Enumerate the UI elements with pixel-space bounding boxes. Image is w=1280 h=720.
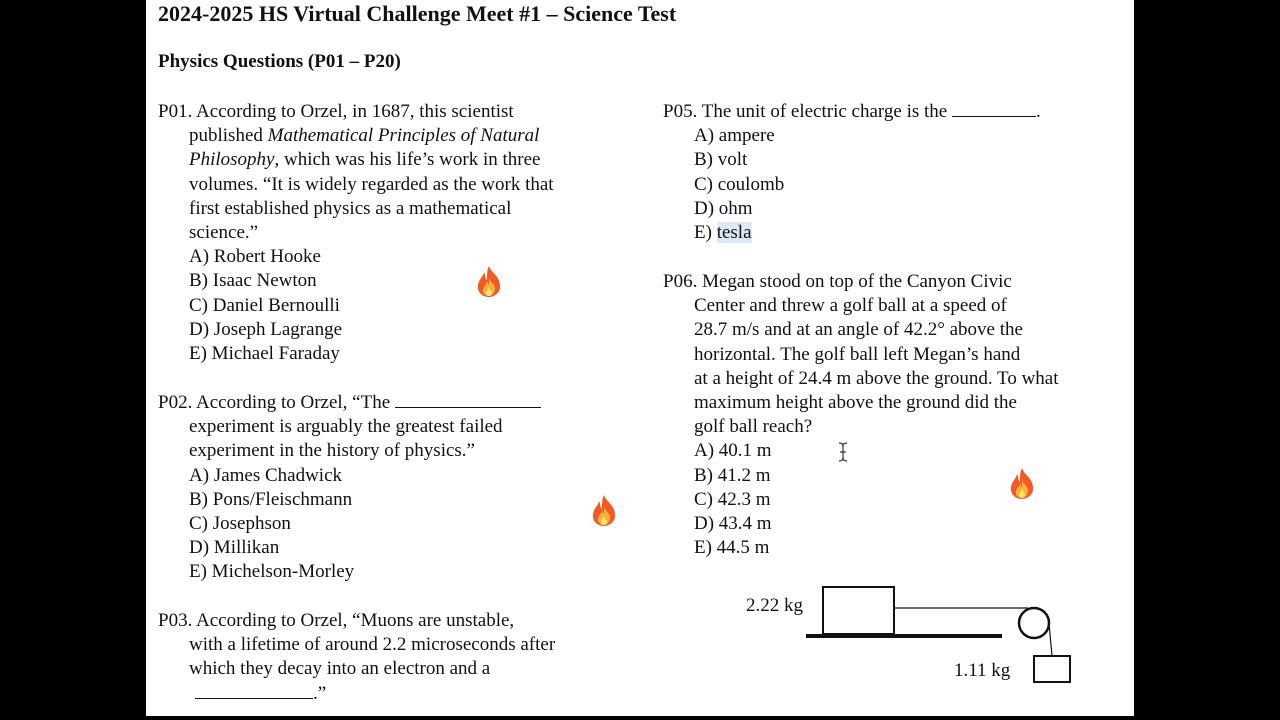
answer-option: D) ohm [694, 197, 753, 219]
question-stem-line: Philosophy, which was his life’s work in three [189, 149, 541, 171]
book-title: Philosophy [189, 149, 275, 171]
question-stem-line: horizontal. The golf ball left Megan’s hand [694, 343, 1021, 365]
answer-option: E) Michelson-Morley [189, 561, 355, 583]
question-stem-line: at a height of 24.4 m above the ground. To what [694, 367, 1059, 389]
mass-1-label: 2.22 kg [746, 595, 803, 616]
answer-option: E) Michael Faraday [189, 343, 340, 365]
string-vertical [1049, 623, 1052, 656]
question-stem-line: Center and threw a golf ball at a speed of [694, 295, 1007, 317]
question-stem-line: .” [158, 682, 555, 706]
answer-blank [195, 682, 313, 699]
answer-option: E) tesla [694, 222, 752, 244]
question-stem-line: P05. The unit of electric charge is the . [663, 101, 1041, 122]
question-stem-line: experiment is arguably the greatest failed [189, 416, 503, 438]
answer-blank [395, 391, 541, 408]
answer-option: D) Millikan [189, 537, 280, 559]
document-page [146, 0, 1134, 716]
document-title: 2024-2025 HS Virtual Challenge Meet #1 – Science Test [158, 1, 677, 26]
question-stem-line: published Mathematical Principles of Natural [189, 125, 540, 147]
question-stem-line: P01. According to Orzel, in 1687, this scientist [158, 101, 514, 122]
answer-option: D) Joseph Lagrange [189, 318, 343, 340]
block-mass-2 [1034, 656, 1070, 682]
answer-option: B) volt [694, 149, 748, 171]
fire-emoji-icon [474, 264, 504, 298]
answer-option: A) Robert Hooke [189, 246, 321, 268]
answer-option: C) Daniel Bernoulli [189, 294, 340, 316]
question-stem-line: P03. According to Orzel, “Muons are unstable, [158, 610, 515, 631]
question-stem-line: with a lifetime of around 2.2 microseconds after [189, 634, 556, 656]
question-p05 [663, 100, 1041, 245]
question-stem-line: P02. According to Orzel, “The [158, 391, 541, 415]
answer-option: C) coulomb [694, 173, 785, 195]
answer-option: B) 41.2 m [694, 464, 771, 486]
answer-option: B) Isaac Newton [189, 270, 317, 292]
answer-option: C) 42.3 m [694, 488, 771, 510]
answer-option: A) ampere [694, 125, 775, 147]
question-stem-line: maximum height above the ground did the [694, 392, 1017, 414]
answer-option: D) 43.4 m [694, 513, 772, 535]
book-title: Mathematical Principles of Natural [267, 125, 540, 147]
answer-option: A) James Chadwick [189, 464, 343, 486]
text-cursor-icon [838, 442, 848, 462]
question-p03 [158, 609, 555, 706]
question-p01 [158, 100, 554, 366]
answer-option: C) Josephson [189, 513, 291, 535]
answer-option: A) 40.1 m [694, 440, 772, 462]
question-p02 [158, 391, 541, 585]
pulley-wheel [1019, 608, 1049, 638]
question-stem-line: 28.7 m/s and at an angle of 42.2° above the [694, 319, 1023, 341]
block-mass-1 [823, 587, 894, 634]
fire-emoji-icon [1007, 466, 1037, 500]
pulley-diagram [736, 580, 1076, 700]
question-p06 [663, 270, 1059, 560]
question-stem-line: experiment in the history of physics.” [189, 440, 475, 462]
question-stem-line: volumes. “It is widely regarded as the work that [189, 173, 554, 195]
question-stem-line: science.” [189, 222, 259, 244]
fire-emoji-icon [589, 493, 619, 527]
question-stem-line: golf ball reach? [694, 416, 813, 438]
mass-2-label: 1.11 kg [954, 660, 1011, 681]
question-stem-line: P06. Megan stood on top of the Canyon Civic [663, 271, 1012, 292]
question-stem-line: first established physics as a mathematical [189, 197, 512, 219]
answer-option: B) Pons/Fleischmann [189, 488, 353, 510]
selected-text-highlight[interactable]: tesla [716, 222, 752, 244]
section-title: Physics Questions (P01 – P20) [158, 51, 401, 72]
question-stem-line: which they decay into an electron and a [189, 658, 491, 680]
answer-blank [952, 100, 1036, 117]
answer-option: E) 44.5 m [694, 537, 770, 559]
